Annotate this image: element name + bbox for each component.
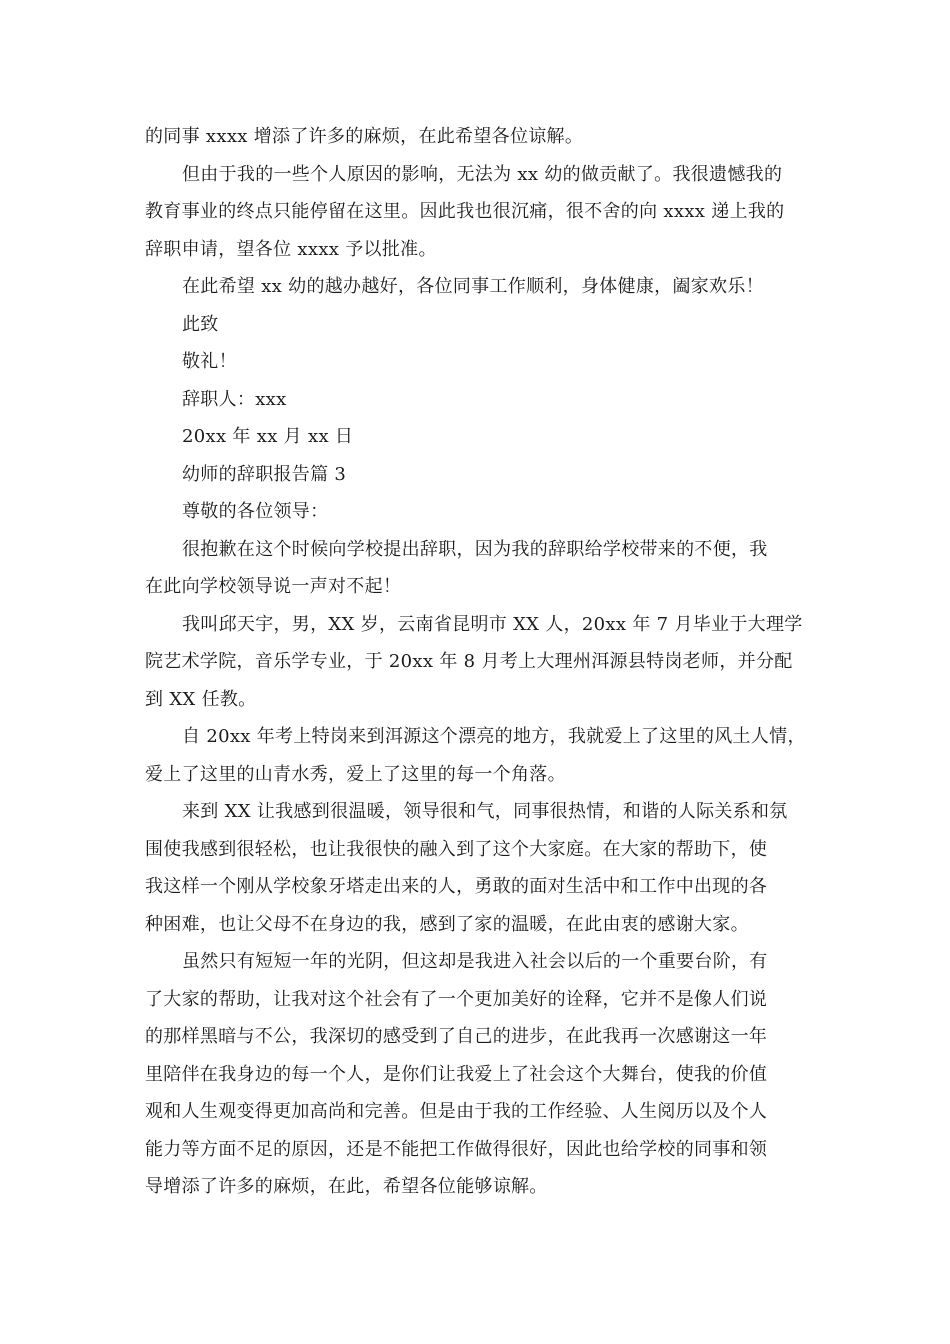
text-line: 的那样黑暗与不公，我深切的感受到了自己的进步，在此我再一次感谢这一年 <box>145 1026 768 1047</box>
text-line: 里陪伴在我身边的每一个人，是你们让我爱上了社会这个大舞台，使我的价值 <box>145 1063 768 1085</box>
text-line: 教育事业的终点只能停留在这里。因此我也很沉痛，很不舍的向 xxxx 递上我的 <box>145 201 785 222</box>
text-line: 到 XX 任教。 <box>145 688 257 710</box>
text-line: 但由于我的一些个人原因的影响，无法为 xx 幼的做贡献了。我很遗憾我的 <box>182 163 783 185</box>
text-line: 尊敬的各位领导： <box>182 501 329 522</box>
text-line: 我叫邱天宇，男，XX 岁，云南省昆明市 XX 人，20xx 年 7 月毕业于大理学 <box>182 613 803 635</box>
text-line: 我这样一个刚从学校象牙塔走出来的人，勇敢的面对生活中和工作中出现的各 <box>145 876 768 897</box>
text-line: 幼师的辞职报告篇 3 <box>182 463 347 485</box>
text-line: 辞职人：xxx <box>182 388 287 410</box>
text-line: 围使我感到很轻松，也让我很快的融入到了这个大家庭。在大家的帮助下，使 <box>145 838 768 860</box>
text-line: 在此向学校领导说一声对不起！ <box>145 576 402 597</box>
text-line: 来到 XX 让我感到很温暖，领导很和气，同事很热情，和谐的人际关系和氛 <box>182 801 788 822</box>
text-line: 院艺术学院，音乐学专业，于 20xx 年 8 月考上大理州洱源县特岗老师，并分配 <box>145 651 793 672</box>
text-line: 爱上了这里的山青水秀，爱上了这里的每一个角落。 <box>145 763 566 785</box>
text-line: 了大家的帮助，让我对这个社会有了一个更加美好的诠释，它并不是像人们说 <box>145 988 768 1010</box>
text-line: 能力等方面不足的原因，还是不能把工作做得很好，因此也给学校的同事和领 <box>145 1138 768 1160</box>
text-line: 敬礼！ <box>182 351 237 372</box>
text-line: 20xx 年 xx 月 xx 日 <box>182 426 354 447</box>
text-line: 自 20xx 年考上特岗来到洱源这个漂亮的地方，我就爱上了这里的风土人情， <box>182 726 806 747</box>
text-line: 辞职申请，望各位 xxxx 予以批准。 <box>145 238 437 260</box>
document-body <box>145 118 805 1206</box>
text-line: 很抱歉在这个时候向学校提出辞职，因为我的辞职给学校带来的不便，我 <box>182 538 768 560</box>
text-line: 的同事 xxxx 增添了许多的麻烦，在此希望各位谅解。 <box>145 126 584 147</box>
text-line: 观和人生观变得更加高尚和完善。但是由于我的工作经验、人生阅历以及个人 <box>145 1101 768 1122</box>
text-line: 导增添了许多的麻烦，在此，希望各位能够谅解。 <box>145 1176 548 1197</box>
text-line: 此致 <box>182 313 219 335</box>
text-line: 种困难，也让父母不在身边的我，感到了家的温暖，在此由衷的感谢大家。 <box>145 913 749 935</box>
text-line: 在此希望 xx 幼的越办越好，各位同事工作顺利，身体健康，阖家欢乐！ <box>182 276 764 297</box>
text-line: 虽然只有短短一年的光阴，但这却是我进入社会以后的一个重要台阶，有 <box>182 951 768 972</box>
